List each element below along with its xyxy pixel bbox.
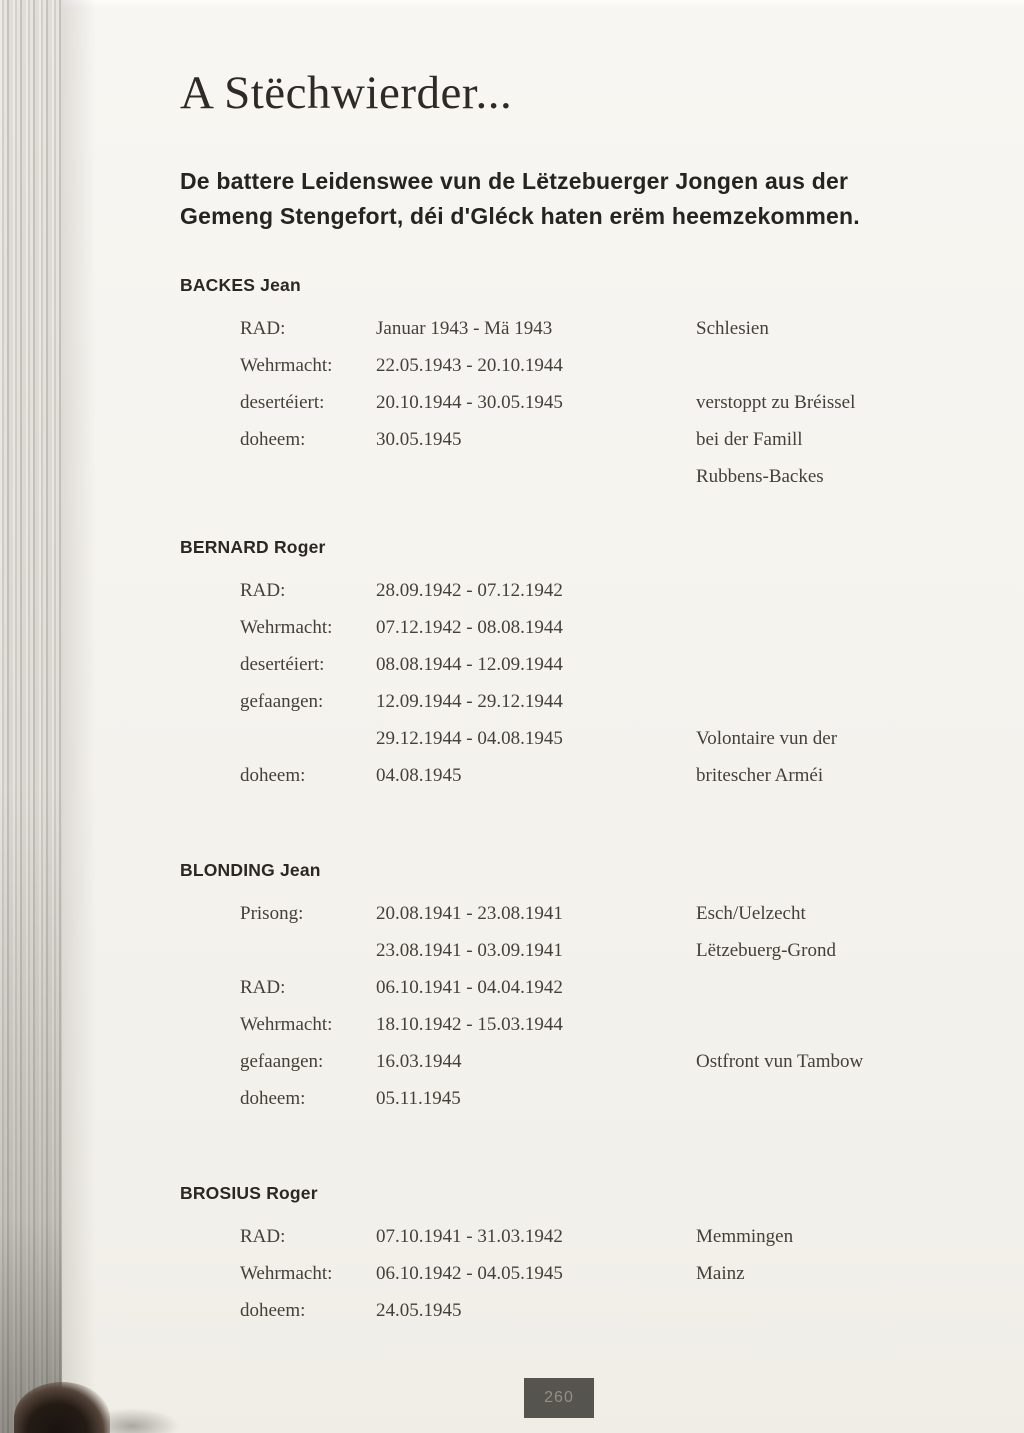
record-label: Wehrmacht: (240, 1263, 333, 1284)
page-content (180, 0, 922, 1329)
record-dates: 07.12.1942 - 08.08.1944 (376, 617, 563, 638)
record-label: RAD: (240, 977, 286, 998)
record-label: doheem: (240, 1088, 306, 1109)
record-label: doheem: (240, 1300, 306, 1321)
record-label (240, 458, 376, 495)
record-row (240, 646, 922, 683)
record-row (240, 310, 922, 347)
record-table (240, 895, 922, 1117)
binding-shadow (62, 0, 96, 1433)
record-note (696, 646, 922, 683)
record-label: Wehrmacht: (240, 1014, 333, 1035)
record-note: Ostfront vun Tambow (696, 1051, 864, 1072)
record-row (240, 347, 922, 384)
record-row (240, 1006, 922, 1043)
record-dates: 18.10.1942 - 15.03.1944 (376, 1014, 563, 1035)
record-dates: 22.05.1943 - 20.10.1944 (376, 355, 563, 376)
record-label: RAD: (240, 1226, 286, 1247)
record-dates: 07.10.1941 - 31.03.1942 (376, 1226, 563, 1247)
record-row (240, 609, 922, 646)
record-table (240, 310, 922, 495)
record-row (240, 1043, 922, 1080)
entry-backes-jean (180, 275, 922, 495)
record-note (696, 1080, 922, 1117)
record-label: desertéiert: (240, 392, 325, 413)
record-dates: 20.08.1941 - 23.08.1941 (376, 903, 563, 924)
record-row (240, 1218, 922, 1255)
record-dates: 04.08.1945 (376, 765, 462, 786)
entry-name: BACKES Jean (180, 275, 301, 295)
record-note (696, 347, 922, 384)
record-label: Wehrmacht: (240, 355, 333, 376)
record-label: Wehrmacht: (240, 617, 333, 638)
record-dates: 28.09.1942 - 07.12.1942 (376, 580, 563, 601)
record-dates: 06.10.1942 - 04.05.1945 (376, 1263, 563, 1284)
record-row (240, 895, 922, 932)
record-note (696, 683, 922, 720)
scan-smudge-artifact (100, 1408, 180, 1433)
record-note: bei der Famill (696, 429, 803, 450)
record-note (696, 1006, 922, 1043)
record-dates: 08.08.1944 - 12.09.1944 (376, 654, 563, 675)
book-binding-gutter (0, 0, 62, 1433)
record-dates: 30.05.1945 (376, 429, 462, 450)
record-row (240, 720, 922, 757)
record-row (240, 1292, 922, 1329)
record-note: Volontaire vun der (696, 728, 838, 749)
record-label: doheem: (240, 765, 306, 786)
record-note: Esch/Uelzecht (696, 903, 806, 924)
record-row (240, 932, 922, 969)
page-number-badge: 260 (524, 1378, 594, 1418)
record-row (240, 683, 922, 720)
record-row (240, 1255, 922, 1292)
record-row (240, 572, 922, 609)
record-label: RAD: (240, 580, 286, 601)
record-dates: 23.08.1941 - 03.09.1941 (376, 940, 563, 961)
page-title: A Stëchwierder... (180, 67, 513, 119)
record-label (240, 932, 376, 969)
record-row (240, 969, 922, 1006)
entry-name: BLONDING Jean (180, 860, 321, 880)
record-label: doheem: (240, 429, 306, 450)
record-note: Memmingen (696, 1226, 794, 1247)
record-note: verstoppt zu Bréissel (696, 392, 856, 413)
entry-name: BERNARD Roger (180, 537, 326, 557)
record-row (240, 384, 922, 421)
record-dates: 20.10.1944 - 30.05.1945 (376, 392, 563, 413)
record-note (696, 572, 922, 609)
record-label: Prisong: (240, 903, 304, 924)
record-row (240, 757, 922, 794)
record-dates (376, 458, 696, 495)
record-dates: 06.10.1941 - 04.04.1942 (376, 977, 563, 998)
record-label (240, 720, 376, 757)
entry-name: BROSIUS Roger (180, 1183, 318, 1203)
record-dates: 05.11.1945 (376, 1088, 461, 1109)
record-dates: 12.09.1944 - 29.12.1944 (376, 691, 563, 712)
record-note: Schlesien (696, 318, 769, 339)
record-dates: 16.03.1944 (376, 1051, 462, 1072)
record-dates: 29.12.1944 - 04.08.1945 (376, 728, 563, 749)
record-row (240, 421, 922, 458)
record-note: Lëtzebuerg-Grond (696, 940, 836, 961)
entry-blonding-jean (180, 860, 922, 1117)
record-label: gefaangen: (240, 691, 324, 712)
record-label: RAD: (240, 318, 286, 339)
record-table (240, 572, 922, 794)
record-table (240, 1218, 922, 1329)
record-label: gefaangen: (240, 1051, 324, 1072)
record-note: britescher Arméi (696, 765, 824, 786)
record-row (240, 458, 922, 495)
record-note (696, 969, 922, 1006)
record-note: Mainz (696, 1263, 745, 1284)
record-row (240, 1080, 922, 1117)
record-note (696, 609, 922, 646)
entry-brosius-roger (180, 1183, 922, 1329)
record-dates: Januar 1943 - Mä 1943 (376, 318, 553, 339)
entry-bernard-roger (180, 537, 922, 794)
record-note: Rubbens-Backes (696, 466, 824, 487)
record-note (696, 1292, 922, 1329)
record-dates: 24.05.1945 (376, 1300, 462, 1321)
record-label: desertéiert: (240, 654, 325, 675)
page-subtitle: De battere Leidenswee vun de Lëtzebuerger Jongen aus der Gemeng Stengefort, déi d'Gléck haten erëm heemzekommen. (180, 168, 860, 229)
